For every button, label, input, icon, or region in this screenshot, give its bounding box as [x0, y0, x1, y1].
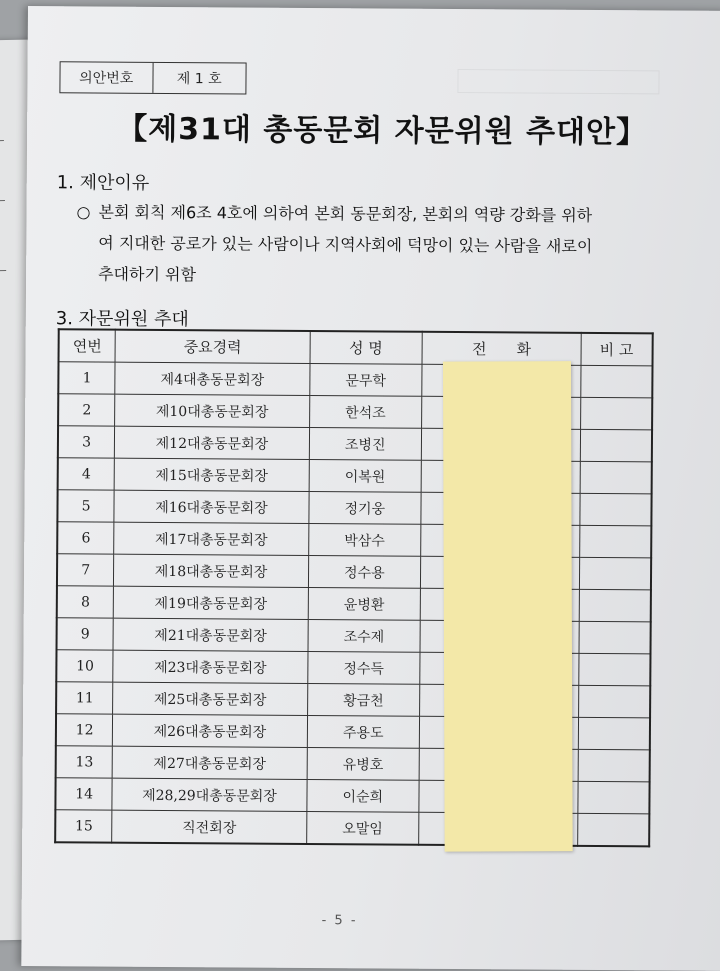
remarks-cell — [579, 653, 651, 685]
career-cell: 제16대총동문회장 — [114, 490, 309, 523]
divider — [0, 140, 4, 142]
document-page — [21, 6, 720, 971]
page-number: - 5 - — [321, 913, 358, 929]
row-number: 5 — [57, 490, 114, 522]
remarks-cell — [579, 621, 651, 653]
remarks-cell — [578, 749, 650, 781]
name-cell: 윤병환 — [308, 587, 421, 620]
divider — [0, 270, 6, 272]
row-number: 1 — [58, 362, 115, 394]
remarks-cell — [580, 525, 652, 557]
column-header: 연번 — [59, 329, 116, 362]
row-number: 4 — [58, 458, 115, 490]
career-cell: 제4대총동문회장 — [115, 362, 310, 395]
name-cell: 황금천 — [307, 683, 420, 716]
name-cell: 정수득 — [307, 651, 420, 684]
career-cell: 제21대총동문회장 — [113, 618, 308, 651]
bill-number-label: 의안번호 — [79, 70, 134, 87]
name-cell: 유병호 — [307, 747, 420, 780]
row-number: 9 — [57, 618, 114, 650]
remarks-cell — [580, 397, 652, 429]
page-title: 【제31대 총동문회 자문위원 추대안】 — [117, 111, 648, 151]
remarks-cell — [580, 429, 652, 461]
name-cell: 정수용 — [308, 555, 421, 588]
row-number: 12 — [56, 714, 113, 746]
row-number: 6 — [57, 522, 114, 554]
divider — [0, 200, 5, 202]
career-cell: 제28,29대총동문회장 — [112, 778, 307, 811]
name-cell: 이순희 — [307, 779, 420, 812]
row-number: 2 — [58, 394, 115, 426]
career-cell: 제18대총동문회장 — [114, 554, 309, 587]
career-cell: 직전회장 — [112, 810, 307, 844]
remarks-cell — [581, 365, 653, 397]
remarks-cell — [579, 557, 651, 589]
row-number: 3 — [58, 426, 115, 458]
row-number: 14 — [55, 778, 112, 810]
column-header: 비 고 — [581, 333, 653, 366]
career-cell: 제12대총동문회장 — [115, 426, 310, 459]
name-cell: 박삼수 — [308, 523, 421, 556]
remarks-cell — [578, 685, 650, 717]
name-cell: 조수제 — [308, 619, 421, 652]
name-cell: 오말임 — [306, 811, 419, 844]
row-number: 13 — [56, 746, 113, 778]
reason-line: 본회 회칙 제6조 4호에 의하여 본회 동문회장, 본회의 역량 강화를 위하 — [98, 202, 593, 225]
career-cell: 제10대총동문회장 — [115, 394, 310, 427]
reason-paragraph — [76, 196, 667, 293]
career-cell: 제27대총동문회장 — [112, 746, 307, 779]
remarks-cell — [578, 781, 650, 813]
name-cell: 한석조 — [309, 395, 422, 428]
reason-line: 여 지대한 공로가 있는 사람이나 지역사회에 덕망이 있는 사람을 새로이 — [98, 233, 593, 256]
bill-number-box — [59, 61, 246, 94]
row-number: 15 — [55, 810, 112, 843]
remarks-cell — [580, 461, 652, 493]
bill-number-value: 제 1 호 — [152, 63, 246, 94]
name-cell: 조병진 — [309, 427, 422, 460]
career-cell: 제26대총동문회장 — [113, 714, 308, 747]
career-cell: 제23대총동문회장 — [113, 650, 308, 683]
row-number: 11 — [56, 682, 113, 714]
column-header: 성 명 — [310, 331, 423, 364]
remarks-cell — [580, 493, 652, 525]
row-number: 10 — [56, 650, 113, 682]
row-number: 7 — [57, 554, 114, 586]
remarks-cell — [578, 717, 650, 749]
career-cell: 제17대총동문회장 — [114, 522, 309, 555]
remarks-cell — [579, 589, 651, 621]
bullet-icon: ○ — [76, 202, 91, 222]
career-cell: 제25대총동문회장 — [113, 682, 308, 715]
remarks-cell — [578, 813, 650, 846]
section-heading-advisors: 3. 자문위원 추대 — [55, 308, 189, 331]
career-cell: 제19대총동문회장 — [114, 586, 309, 619]
name-cell: 정기웅 — [309, 491, 422, 524]
name-cell: 문무학 — [309, 363, 422, 396]
show-through-box — [457, 69, 659, 94]
name-cell: 이복원 — [309, 459, 422, 492]
column-header: 중요경력 — [115, 330, 310, 364]
reason-line: 추대하기 위함 — [98, 264, 197, 285]
column-header: 전 화 — [422, 332, 581, 366]
section-heading-reason: 1. 제안이유 — [56, 172, 150, 194]
sticky-note — [443, 361, 573, 851]
career-cell: 제15대총동문회장 — [114, 458, 309, 491]
name-cell: 주용도 — [307, 715, 420, 748]
row-number: 8 — [57, 586, 114, 618]
